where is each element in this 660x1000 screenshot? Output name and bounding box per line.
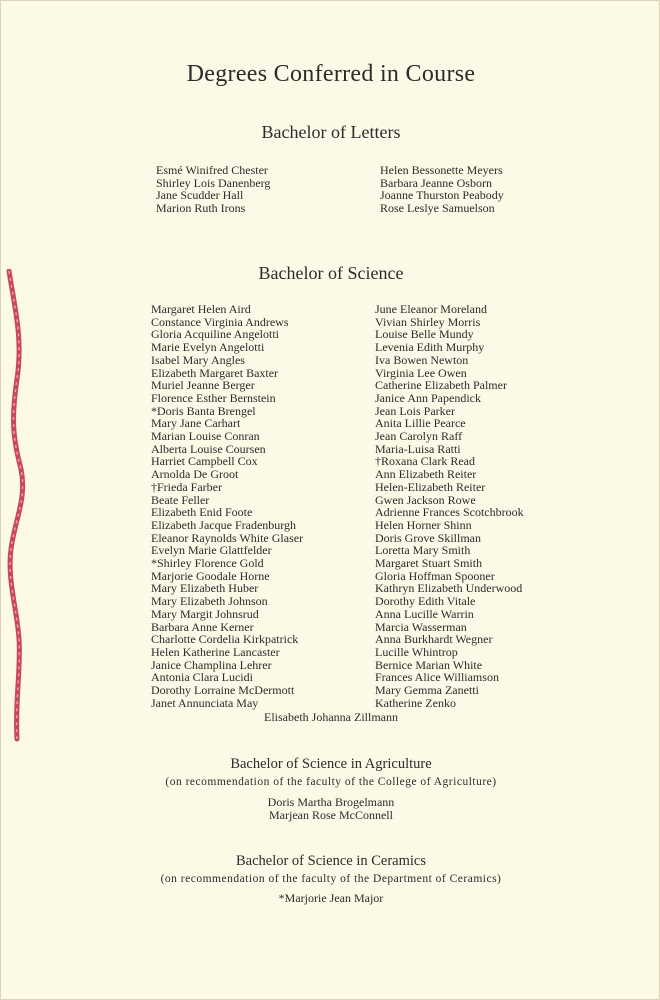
list-item: Mary Jane Carhart bbox=[151, 416, 241, 431]
list-item: Helen Katherine Lancaster bbox=[151, 644, 280, 659]
list-item: Helen Bessonette Meyers bbox=[380, 163, 503, 177]
ceramics-list bbox=[1, 892, 660, 905]
list-item: Gwen Jackson Rowe bbox=[375, 492, 476, 507]
list-item: *Shirley Florence Gold bbox=[151, 556, 264, 571]
list-item: Eleanor Raynolds White Glaser bbox=[151, 530, 304, 545]
list-item: Beate Feller bbox=[151, 492, 210, 507]
list-item: Dorothy Lorraine McDermott bbox=[151, 683, 295, 698]
page-title: Degrees Conferred in Course bbox=[186, 61, 476, 87]
list-item: Margaret Helen Aird bbox=[151, 302, 251, 316]
ceramics-note: (on recommendation of the faculty of the Department of Ceramics) bbox=[160, 873, 502, 885]
letters-list-right bbox=[380, 164, 504, 215]
letters-heading: Bachelor of Letters bbox=[261, 122, 401, 142]
list-item: Levenia Edith Murphy bbox=[375, 340, 485, 355]
list-item: Marjean Rose McConnell bbox=[269, 808, 393, 822]
list-item: Janice Champlina Lehrer bbox=[151, 657, 272, 672]
science-list-left bbox=[151, 303, 303, 710]
list-item: †Frieda Farber bbox=[151, 479, 222, 494]
list-item: Doris Grove Skillman bbox=[375, 530, 481, 545]
list-item: Marian Louise Conran bbox=[151, 429, 260, 444]
list-item: Mary Elizabeth Johnson bbox=[151, 594, 268, 609]
list-item: Ann Elizabeth Reiter bbox=[375, 467, 477, 482]
list-item: Florence Esther Bernstein bbox=[151, 390, 276, 405]
list-item: Arnolda De Groot bbox=[151, 467, 239, 482]
list-item: Barbara Jeanne Osborn bbox=[380, 175, 492, 190]
list-item: Joanne Thurston Peabody bbox=[380, 188, 504, 203]
agriculture-note: (on recommendation of the faculty of the College of Agriculture) bbox=[165, 776, 497, 788]
agriculture-list bbox=[1, 796, 660, 822]
list-item: Elizabeth Margaret Baxter bbox=[151, 365, 279, 380]
science-last-name: Elisabeth Johanna Zillmann bbox=[264, 710, 398, 724]
list-item: Margaret Stuart Smith bbox=[375, 556, 483, 571]
list-item: Mary Gemma Zanetti bbox=[375, 683, 479, 698]
list-item: Janice Ann Papendick bbox=[375, 390, 481, 405]
list-item: Vivian Shirley Morris bbox=[375, 314, 481, 329]
list-item: June Eleanor Moreland bbox=[375, 302, 487, 316]
list-item: Virginia Lee Owen bbox=[375, 365, 467, 380]
list-item: †Roxana Clark Read bbox=[375, 454, 475, 469]
list-item: Kathryn Elizabeth Underwood bbox=[375, 581, 523, 596]
list-item: Lucille Whintrop bbox=[375, 644, 458, 659]
list-item: Helen Horner Shinn bbox=[375, 517, 472, 532]
list-item: Isabel Mary Angles bbox=[151, 352, 245, 367]
list-item: Marie Evelyn Angelotti bbox=[151, 340, 265, 355]
list-item: Loretta Mary Smith bbox=[375, 543, 471, 558]
list-item: Jane Scudder Hall bbox=[156, 188, 244, 203]
list-item: Marcia Wasserman bbox=[375, 619, 467, 634]
list-item: Barbara Anne Kerner bbox=[151, 619, 254, 634]
list-item: Katherine Zenko bbox=[375, 695, 456, 710]
science-list-right bbox=[375, 303, 524, 710]
list-item: Anna Lucille Warrin bbox=[375, 606, 474, 621]
list-item: Muriel Jeanne Berger bbox=[151, 378, 255, 393]
list-item: Evelyn Marie Glattfelder bbox=[151, 543, 272, 558]
list-item: Rose Leslye Samuelson bbox=[380, 201, 495, 216]
list-item: Jean Lois Parker bbox=[375, 403, 455, 418]
list-item: Antonia Clara Lucidi bbox=[151, 670, 253, 685]
letters-list-left bbox=[156, 164, 270, 215]
list-item: Iva Bowen Newton bbox=[375, 352, 469, 367]
list-item: Helen-Elizabeth Reiter bbox=[375, 479, 486, 494]
list-item: *Marjorie Jean Major bbox=[278, 891, 384, 905]
list-item: Catherine Elizabeth Palmer bbox=[375, 378, 507, 393]
list-item: Anna Burkhardt Wegner bbox=[375, 632, 493, 647]
list-item: Bernice Marian White bbox=[375, 657, 483, 672]
ceramics-heading: Bachelor of Science in Ceramics bbox=[235, 853, 427, 869]
list-item: Elizabeth Enid Foote bbox=[151, 505, 253, 520]
list-item: Gloria Acquiline Angelotti bbox=[151, 327, 279, 342]
agriculture-heading: Bachelor of Science in Agriculture bbox=[230, 756, 432, 772]
list-item: Shirley Lois Danenberg bbox=[156, 175, 271, 190]
list-item: Maria-Luisa Ratti bbox=[375, 441, 461, 456]
list-item: Marion Ruth Irons bbox=[156, 201, 246, 216]
list-item: Charlotte Cordelia Kirkpatrick bbox=[151, 632, 299, 647]
list-item: Esmé Winifred Chester bbox=[156, 163, 268, 177]
list-item: Constance Virginia Andrews bbox=[151, 314, 289, 329]
list-item: Louise Belle Mundy bbox=[375, 327, 474, 342]
list-item: Mary Elizabeth Huber bbox=[151, 581, 259, 596]
list-item: Mary Margit Johnsrud bbox=[151, 606, 259, 621]
list-item: Marjorie Goodale Horne bbox=[151, 568, 270, 583]
list-item: Jean Carolyn Raff bbox=[375, 429, 463, 444]
list-item: Alberta Louise Coursen bbox=[151, 441, 266, 456]
list-item: Anita Lillie Pearce bbox=[375, 416, 466, 431]
list-item: Janet Annunciata May bbox=[151, 695, 259, 710]
list-item: Frances Alice Williamson bbox=[375, 670, 499, 685]
list-item: Dorothy Edith Vitale bbox=[375, 594, 476, 609]
list-item: *Doris Banta Brengel bbox=[151, 403, 256, 418]
binding-cord bbox=[1, 269, 31, 749]
list-item: Doris Martha Brogelmann bbox=[267, 795, 395, 809]
list-item: Gloria Hoffman Spooner bbox=[375, 568, 495, 583]
science-heading: Bachelor of Science bbox=[258, 263, 404, 283]
list-item: Harriet Campbell Cox bbox=[151, 454, 258, 469]
list-item: Adrienne Frances Scotchbrook bbox=[375, 505, 524, 520]
list-item: Elizabeth Jacque Fradenburgh bbox=[151, 517, 297, 532]
